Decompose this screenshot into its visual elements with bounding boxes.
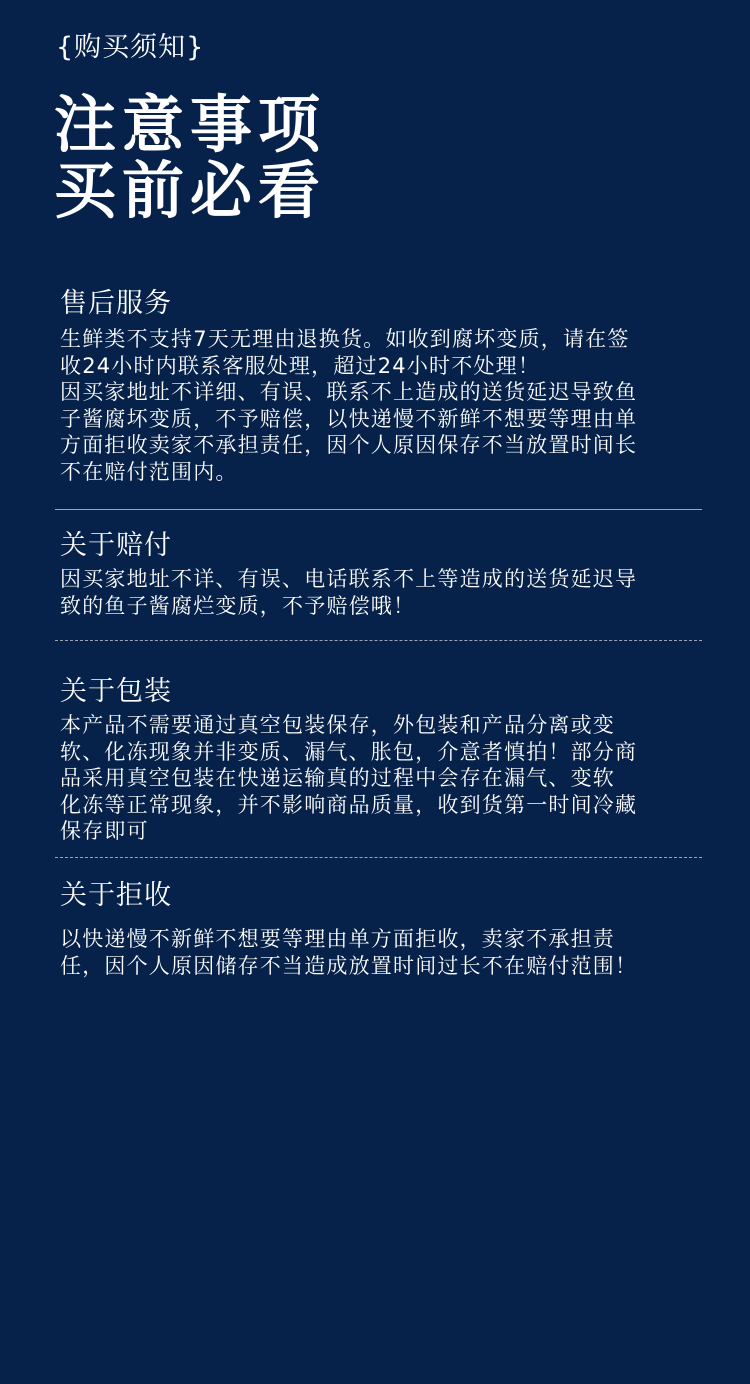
section-title: 关于包装 [60, 676, 172, 707]
section-divider [55, 857, 702, 858]
section-body: 生鲜类不支持7天无理由退换货。如收到腐坏变质，请在签 收24小时内联系客服处理，超过24小时不处理！ 因买家地址不详细、有误、联系不上造成的送货延迟导致鱼 子酱腐坏变质，不予赔偿，以快递慢不新鲜不想要等理由单 方面拒收卖家不承担责任，因个人原因保存不当放置时间长 不在赔付范围内。 [60, 327, 638, 484]
section-packaging [60, 674, 700, 845]
section-title: 售后服务 [60, 288, 172, 319]
section-divider [55, 640, 702, 641]
section-title: 关于拒收 [60, 880, 172, 911]
section-body: 本产品不需要通过真空包装保存，外包装和产品分离或变 软、化冻现象并非变质、漏气、胀包，介意者慎拍！部分商 品采用真空包装在快递运输真的过程中会存在漏气、变软 化冻等正常现象，并不影响商品质量，收到货第一时间冷藏 保存即可 [60, 713, 638, 843]
section-body: 因买家地址不详、有误、电话联系不上等造成的送货延迟导 致的鱼子酱腐烂变质，不予赔偿哦！ [60, 567, 638, 618]
section-body: 以快递慢不新鲜不想要等理由单方面拒收，卖家不承担责 任，因个人原因储存不当造成放置时间过长不在赔付范围！ [60, 927, 638, 978]
section-title: 关于赔付 [60, 530, 172, 561]
headline-line-2: 买前必看 [54, 154, 327, 227]
section-divider [55, 509, 702, 510]
headline-line-1: 注意事项 [54, 88, 327, 161]
section-compensation [60, 528, 700, 619]
section-rejection [60, 878, 700, 979]
page-headline [54, 88, 327, 227]
section-after-sales [60, 286, 700, 485]
purchase-notice-label: {购买须知} [56, 32, 205, 63]
